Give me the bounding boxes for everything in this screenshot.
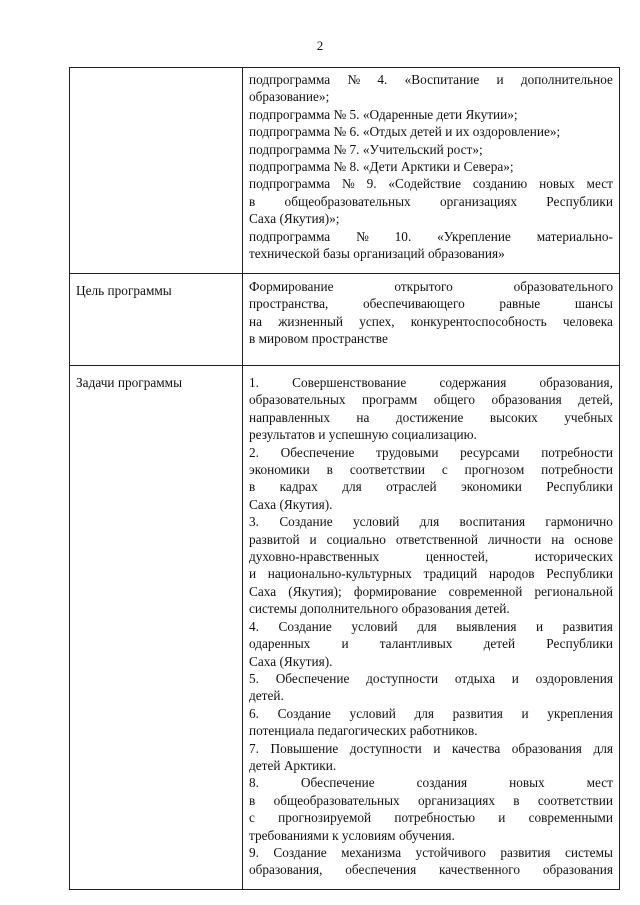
text-line: детей Арктики. <box>249 757 337 773</box>
text-line: 2. Обеспечение трудовыми ресурсами потребности <box>249 444 613 460</box>
text-line: духовно-нравственных ценностей, исторических <box>249 549 613 565</box>
text-line: в кадрах для отраслей экономики Республики <box>249 479 613 495</box>
text-line: подпрограмма № 6. «Отдых детей и их оздоровление»; <box>249 124 561 140</box>
tasks-text <box>243 366 620 890</box>
text-line: требованиями к условиям обучения. <box>249 827 455 843</box>
text-line: образовательных программ общего образования детей, <box>249 392 613 408</box>
text-line: Саха (Якутия). <box>249 496 333 512</box>
text-line: Формирование открытого образовательного <box>249 279 613 294</box>
text-line: и национально-культурных традиций народов Республики <box>249 566 613 582</box>
page-number: 2 <box>316 38 324 53</box>
text-line: 8. Обеспечение создания новых мест <box>249 775 613 791</box>
text-line: 5. Обеспечение доступности отдыха и оздоровления <box>249 670 613 686</box>
subprograms-cell <box>243 68 620 274</box>
text-line: образование»; <box>249 89 330 105</box>
program-passport-table <box>69 67 620 890</box>
text-line: 4. Создание условий для выявления и развития <box>249 618 613 634</box>
text-line: одаренных и талантливых детей Республики <box>249 636 613 652</box>
text-line: 9. Создание механизма устойчивого развития системы <box>249 844 613 860</box>
text-line: в мировом пространстве <box>249 331 388 347</box>
text-line: подпрограмма № 10. «Укрепление материально- <box>249 228 613 244</box>
text-line: развитой и социально ответственной личности на основе <box>249 531 613 547</box>
text-line: 6. Создание условий для развития и укрепления <box>249 705 613 721</box>
text-line: подпрограмма № 4. «Воспитание и дополнительное <box>249 72 613 87</box>
text-line: подпрограмма № 8. «Дети Арктики и Севера»; <box>249 159 514 175</box>
text-line: 7. Повышение доступности и качества образования для <box>249 740 613 756</box>
text-line: 3. Создание условий для воспитания гармонично <box>249 514 613 530</box>
text-line: в общеобразовательных организациях в соответствии <box>249 792 613 808</box>
table-row <box>70 274 620 366</box>
text-line: технической базы организаций образования» <box>249 246 505 262</box>
tasks-label: Задачи программы <box>70 366 243 890</box>
text-line: с прогнозируемой потребностью и современными <box>249 810 613 826</box>
text-line: Саха (Якутия)»; <box>249 211 340 227</box>
text-line: пространства, обеспечивающего равные шансы <box>249 296 613 312</box>
text-line: 1. Совершенствование содержания образования, <box>249 375 613 390</box>
text-line: подпрограмма № 5. «Одаренные дети Якутии»; <box>249 106 518 122</box>
text-line: детей. <box>249 688 284 704</box>
table-row <box>70 366 620 890</box>
text-line: в общеобразовательных организациях Республики <box>249 193 613 209</box>
text-line: на жизненный успех, конкурентоспособность человека <box>249 313 613 329</box>
text-line: Саха (Якутия); формирование современной региональной <box>249 583 613 599</box>
text-line: подпрограмма № 7. «Учительский рост»; <box>249 141 483 157</box>
text-line: экономики в соответствии с прогнозом потребности <box>249 462 613 478</box>
goal-label: Цель программы <box>70 274 243 366</box>
text-line: Саха (Якутия). <box>249 653 333 669</box>
text-line: потенциала педагогических работников. <box>249 723 478 739</box>
text-line: образования, обеспечения качественного образования <box>249 862 613 878</box>
table-row <box>70 68 620 274</box>
text-line: результатов и успешную социализацию. <box>249 427 477 443</box>
row-label <box>70 68 243 274</box>
text-line: системы дополнительного образования детей. <box>249 601 510 617</box>
text-line: подпрограмма № 9. «Содействие созданию новых мест <box>249 176 613 192</box>
goal-text <box>243 274 620 366</box>
text-line: направленных на достижение высоких учебных <box>249 409 613 425</box>
